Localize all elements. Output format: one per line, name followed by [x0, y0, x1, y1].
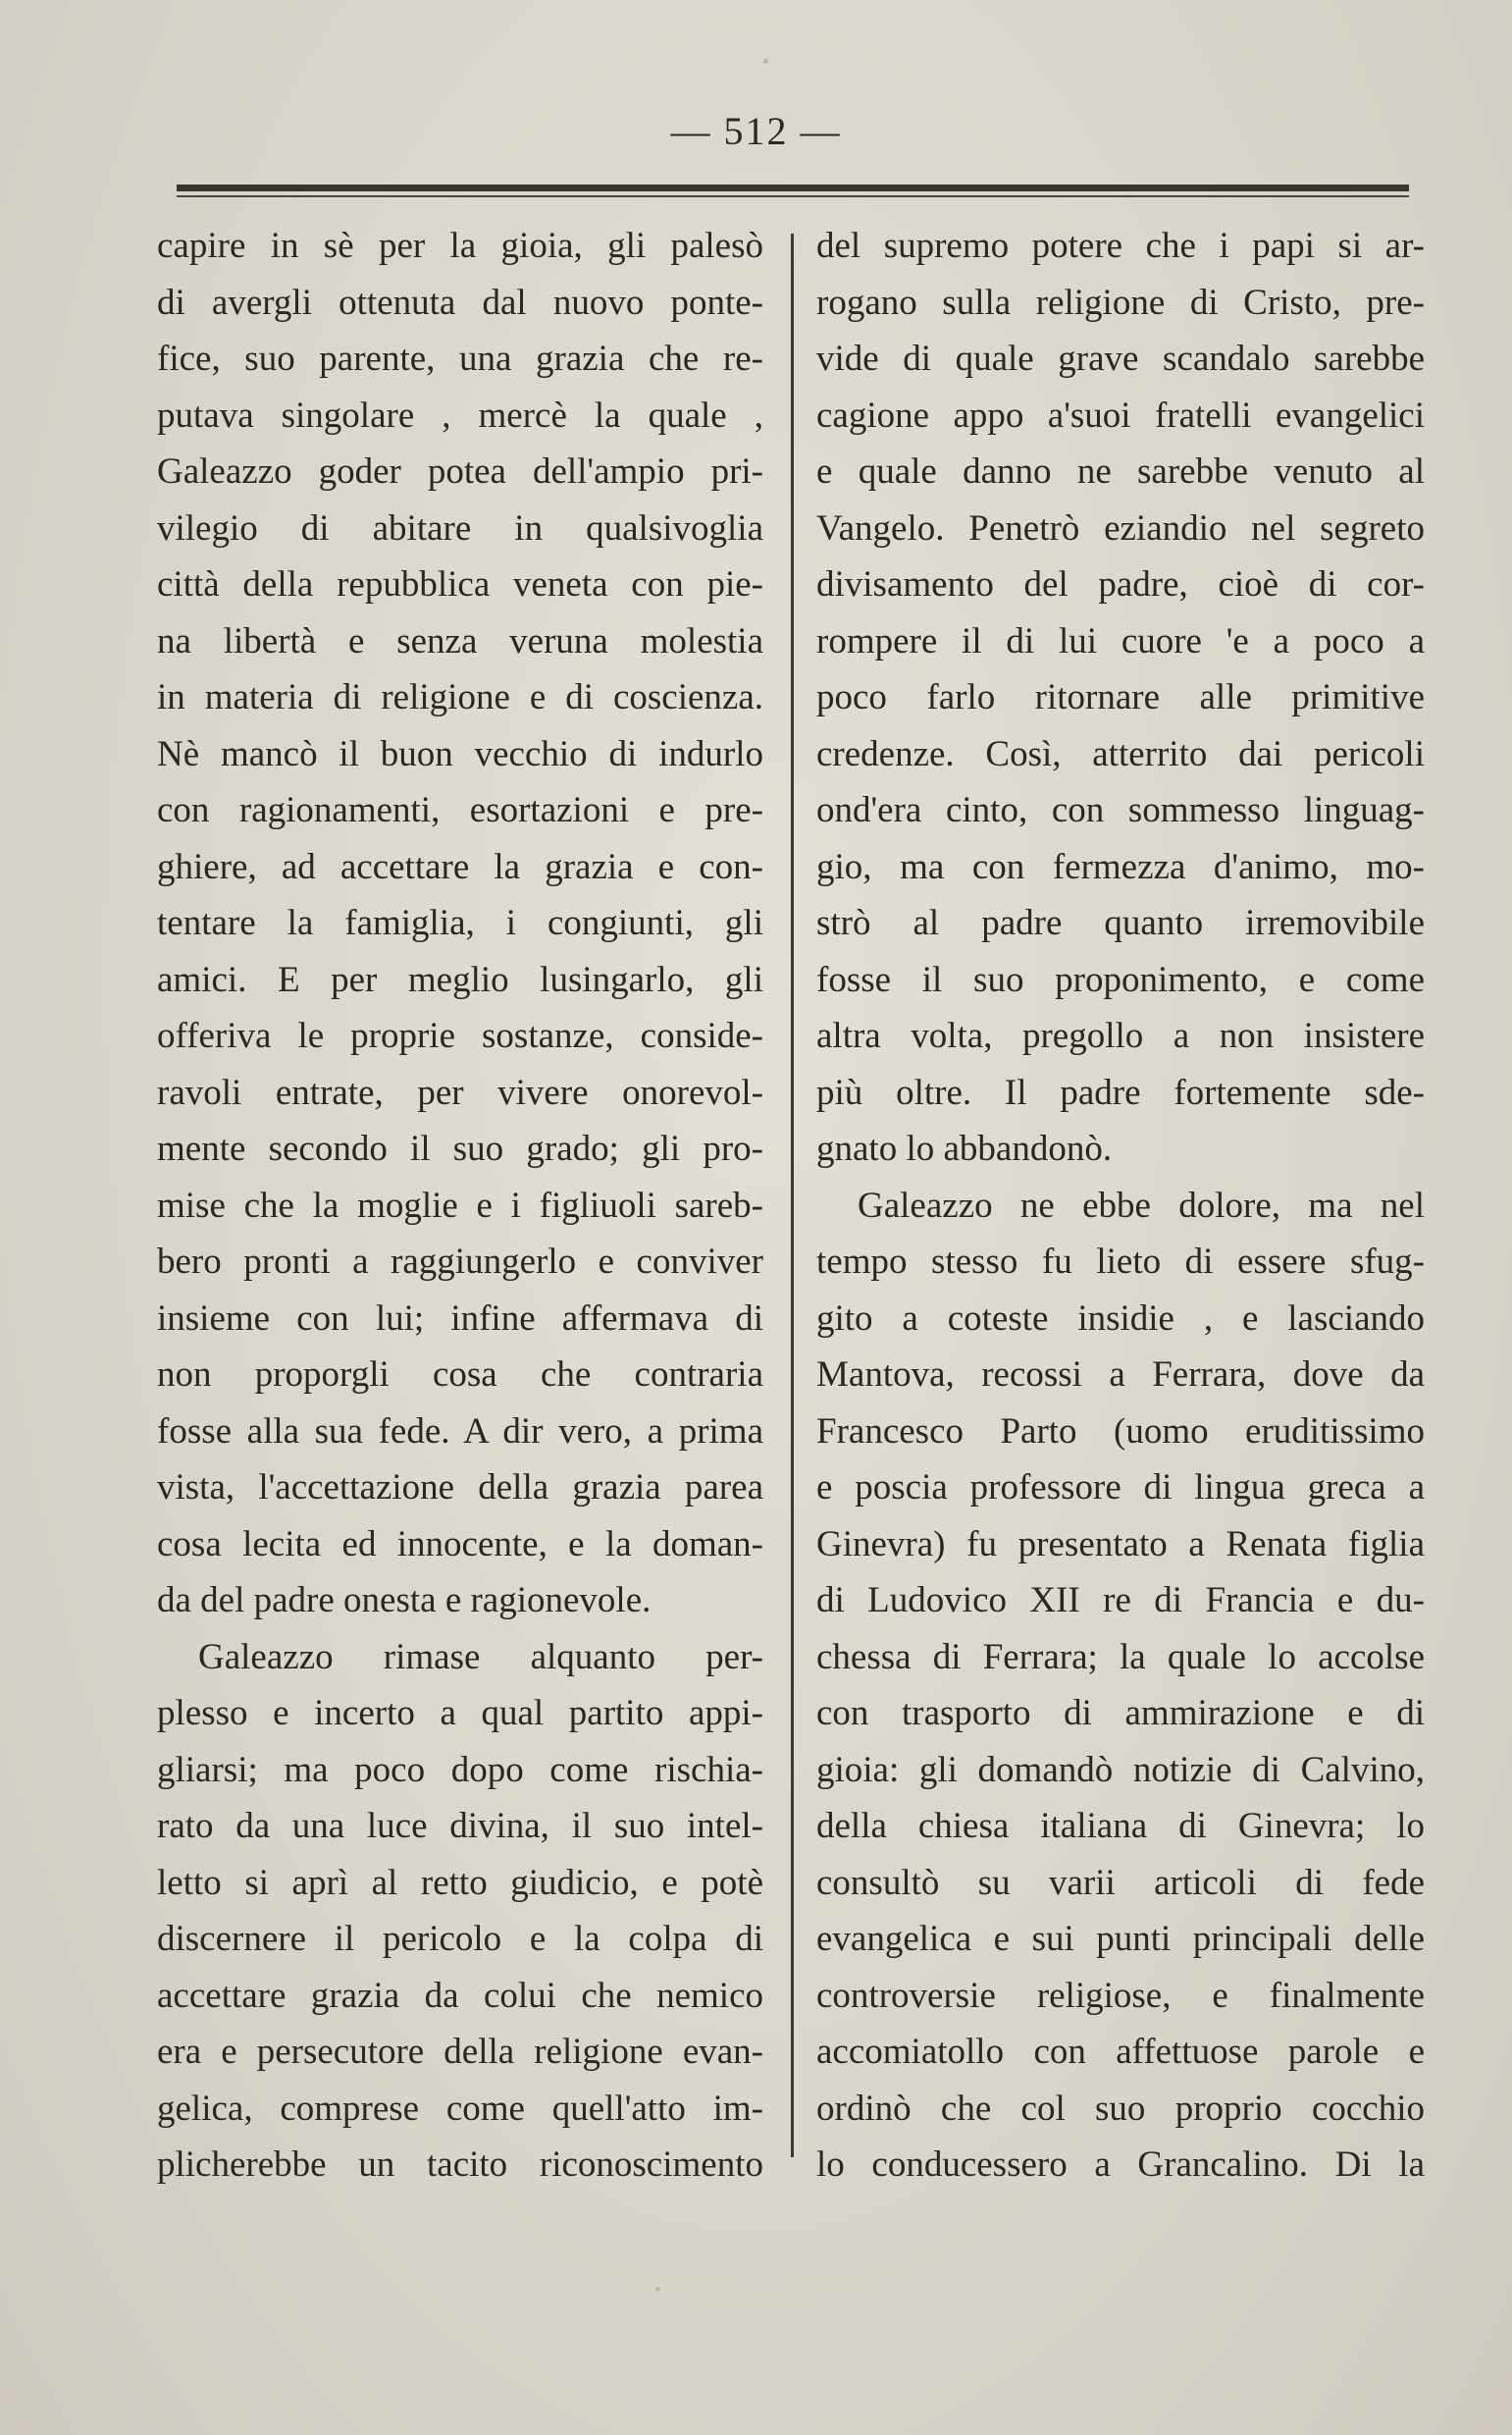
- text-line: mente secondo il suo grado; gli pro-: [157, 1129, 763, 1169]
- text-line: era e persecutore della religione evan-: [157, 2032, 763, 2072]
- text-line: plesso e incerto a qual partito appi-: [157, 1693, 763, 1733]
- text-line: gio, ma con fermezza d'animo, mo-: [816, 846, 1425, 887]
- text-line: cosa lecita ed innocente, e la doman-: [157, 1523, 763, 1564]
- text-line: poco farlo ritornare alle primitive: [816, 677, 1425, 717]
- paper-speck: [763, 59, 768, 64]
- text-line: tentare la famiglia, i congiunti, gli: [157, 903, 763, 943]
- text-line: cagione appo a'suoi fratelli evangelici: [816, 395, 1425, 436]
- text-line: rato da una luce divina, il suo intel-: [157, 1806, 763, 1846]
- text-line: ghiere, ad accettare la grazia e con-: [157, 846, 763, 887]
- text-line: rompere il di lui cuore 'e a poco a: [816, 620, 1425, 662]
- text-line: e quale danno ne sarebbe venuto al: [816, 451, 1425, 492]
- text-line: na libertà e senza veruna molestia: [157, 620, 763, 662]
- text-line: gliarsi; ma poco dopo come rischia-: [157, 1749, 763, 1790]
- text-line: fice, suo parente, una grazia che re-: [157, 339, 763, 379]
- text-line: città della repubblica veneta con pie-: [157, 564, 763, 605]
- text-line: gelica, comprese come quell'atto im-: [157, 2088, 763, 2129]
- text-line: gioia: gli domandò notizie di Calvino,: [816, 1749, 1425, 1790]
- text-line: consultò su varii articoli di fede: [816, 1862, 1425, 1903]
- text-line: Ginevra) fu presentato a Renata figlia: [816, 1523, 1425, 1564]
- text-line: mise che la moglie e i figliuoli sareb-: [157, 1185, 763, 1226]
- text-line: con ragionamenti, esortazioni e pre-: [157, 790, 763, 830]
- text-line: capire in sè per la gioia, gli palesò: [157, 226, 763, 266]
- header-rule-thick: [177, 185, 1409, 191]
- text-line: della chiesa italiana di Ginevra; lo: [816, 1806, 1425, 1846]
- text-line: amici. E per meglio lusingarlo, gli: [157, 959, 763, 1000]
- text-line: ond'era cinto, con sommesso linguag-: [816, 790, 1425, 830]
- text-line: Galeazzo goder potea dell'ampio pri-: [157, 451, 763, 492]
- text-line: strò al padre quanto irremovibile: [816, 903, 1425, 943]
- text-line: vide di quale grave scandalo sarebbe: [816, 339, 1425, 379]
- text-line: in materia di religione e di coscienza.: [157, 677, 763, 717]
- text-line: accettare grazia da colui che nemico: [157, 1975, 763, 2016]
- text-line: Mantova, recossi a Ferrara, dove da: [816, 1354, 1425, 1395]
- text-line: di avergli ottenuta dal nuovo ponte-: [157, 282, 763, 323]
- text-line: offeriva le proprie sostanze, conside-: [157, 1016, 763, 1056]
- text-line: lo conducessero a Grancalino. Di la: [816, 2144, 1425, 2185]
- text-line: tempo stesso fu lieto di essere sfug-: [816, 1242, 1425, 1282]
- text-line: ordinò che col suo proprio cocchio: [816, 2088, 1425, 2129]
- text-line: del supremo potere che i papi si ar-: [816, 226, 1425, 266]
- column-divider: [791, 234, 794, 2157]
- text-line: Francesco Parto (uomo eruditissimo: [816, 1410, 1425, 1452]
- text-line: e poscia professore di lingua greca a: [816, 1467, 1425, 1508]
- text-line: fosse alla sua fede. A dir vero, a prima: [157, 1410, 763, 1452]
- text-line: non proporgli cosa che contraria: [157, 1354, 763, 1395]
- text-line: vista, l'accettazione della grazia parea: [157, 1467, 763, 1508]
- text-line: insieme con lui; infine affermava di: [157, 1297, 763, 1339]
- text-line: gnato lo abbandonò.: [816, 1129, 1113, 1169]
- text-line: controversie religiose, e finalmente: [816, 1975, 1425, 2016]
- text-line: rogano sulla religione di Cristo, pre-: [816, 282, 1425, 323]
- text-line: altra volta, pregollo a non insistere: [816, 1016, 1425, 1056]
- text-line: divisamento del padre, cioè di cor-: [816, 564, 1425, 605]
- text-line: da del padre onesta e ragionevole.: [157, 1580, 652, 1620]
- text-line: plicherebbe un tacito riconoscimento: [157, 2144, 763, 2185]
- text-line: Nè mancò il buon vecchio di indurlo: [157, 733, 763, 774]
- page-number: — 512 —: [670, 109, 842, 153]
- text-line: di Ludovico XII re di Francia e du-: [816, 1580, 1425, 1620]
- text-line: letto si aprì al retto giudicio, e potè: [157, 1862, 763, 1903]
- right-column: [816, 218, 1425, 2194]
- text-line: con trasporto di ammirazione e di: [816, 1693, 1425, 1733]
- text-line: più oltre. Il padre fortemente sde-: [816, 1072, 1425, 1113]
- text-line: Vangelo. Penetrò eziandio nel segreto: [816, 507, 1425, 549]
- text-line: putava singolare , mercè la quale ,: [157, 395, 763, 436]
- text-line: Galeazzo ne ebbe dolore, ma nel: [858, 1185, 1425, 1226]
- text-line: credenze. Così, atterrito dai pericoli: [816, 733, 1425, 774]
- left-column: [157, 218, 763, 2194]
- text-line: gito a coteste insidie , e lasciando: [816, 1297, 1425, 1339]
- text-line: ravoli entrate, per vivere onorevol-: [157, 1072, 763, 1113]
- text-line: evangelica e sui punti principali delle: [816, 1919, 1425, 1959]
- text-line: fosse il suo proponimento, e come: [816, 959, 1425, 1000]
- text-line: chessa di Ferrara; la quale lo accolse: [816, 1636, 1425, 1677]
- text-line: vilegio di abitare in qualsivoglia: [157, 507, 763, 549]
- header-rule-thin: [177, 195, 1409, 197]
- text-line: Galeazzo rimase alquanto per-: [198, 1636, 763, 1677]
- text-line: discernere il pericolo e la colpa di: [157, 1919, 763, 1959]
- paper-speck: [655, 2287, 660, 2292]
- text-line: bero pronti a raggiungerlo e conviver: [157, 1242, 763, 1282]
- text-line: accomiatollo con affettuose parole e: [816, 2032, 1425, 2072]
